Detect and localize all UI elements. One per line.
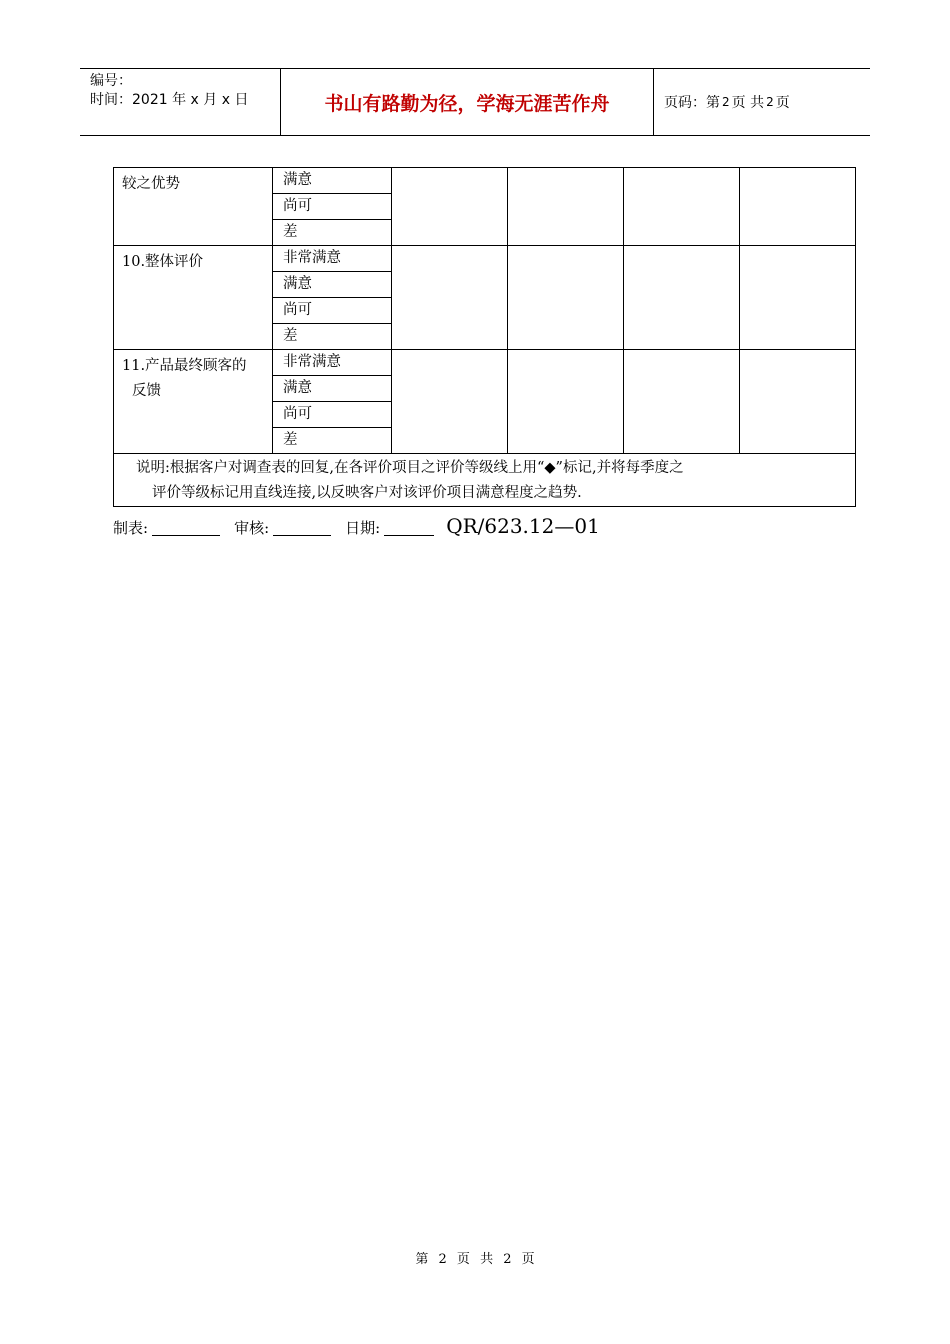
- item-advantage: [114, 168, 273, 246]
- option-cell: 尚可: [273, 194, 392, 220]
- option-cell: 满意: [273, 168, 392, 194]
- quarter-cell: [624, 168, 740, 246]
- document-header: [80, 68, 870, 136]
- page-prefix: 页码：第: [664, 95, 720, 111]
- option-cell: 差: [273, 324, 392, 350]
- quarter-cell: [508, 246, 624, 350]
- page-total-number: 2: [503, 1252, 512, 1267]
- option-cell: 非常满意: [273, 350, 392, 376]
- item-end-customer-feedback: [114, 350, 273, 454]
- quarter-cell: [740, 168, 856, 246]
- option-cell: 差: [273, 220, 392, 246]
- page-current-number: 2: [438, 1252, 447, 1267]
- table-row: [114, 168, 856, 194]
- made-by-label: 制表:: [113, 519, 149, 537]
- review-blank: [273, 519, 331, 536]
- page-ye-2: 页: [521, 1252, 535, 1267]
- item-label-line2: 反馈: [132, 383, 161, 399]
- table-row: [114, 454, 856, 507]
- page-number-footer: [0, 1248, 950, 1267]
- quarter-cell: [740, 246, 856, 350]
- option-cell: 非常满意: [273, 246, 392, 272]
- option-cell: 满意: [273, 376, 392, 402]
- quarter-cell: [392, 168, 508, 246]
- table-row: [114, 246, 856, 272]
- option-cell: 满意: [273, 272, 392, 298]
- item-label: 10.整体评价: [122, 254, 204, 270]
- option-cell: 尚可: [273, 298, 392, 324]
- item-label: 较之优势: [122, 176, 180, 192]
- evaluation-table: [113, 167, 856, 507]
- page-current: 2: [722, 95, 730, 109]
- header-meta: [80, 69, 281, 135]
- quarter-cell: [624, 350, 740, 454]
- review-label: 审核:: [234, 519, 270, 537]
- page-total: 2: [766, 95, 774, 109]
- date-blank: [384, 519, 434, 536]
- page-suffix: 页: [775, 95, 790, 111]
- page-di: 第: [415, 1252, 429, 1267]
- quarter-cell: [508, 350, 624, 454]
- quarter-cell: [392, 350, 508, 454]
- quarter-cell: [740, 350, 856, 454]
- page-gong: 共: [480, 1252, 494, 1267]
- page-ye-1: 页: [456, 1252, 470, 1267]
- table-note: [114, 454, 856, 507]
- header-motto: 书山有路勤为径，学海无涯苦作舟: [281, 69, 654, 135]
- item-label-line1: 11.产品最终顾客的: [122, 358, 247, 374]
- form-code: QR/623.12—01: [446, 514, 600, 538]
- quarter-cell: [392, 246, 508, 350]
- note-line2: 评价等级标记用直线连接,以反映客户对该评价项目满意程度之趋势.: [152, 485, 582, 501]
- page-mid: 页 共: [731, 95, 765, 111]
- item-overall-evaluation: [114, 246, 273, 350]
- table-row: [114, 350, 856, 376]
- header-page-info: [654, 69, 870, 135]
- time-label: 时间：2021 年 x 月 x 日: [90, 92, 249, 108]
- quarter-cell: [508, 168, 624, 246]
- option-cell: 尚可: [273, 402, 392, 428]
- note-line1: 说明:根据客户对调查表的回复,在各评价项目之评价等级线上用“◆”标记,并将每季度之: [136, 460, 684, 476]
- signature-line: [113, 514, 600, 538]
- quarter-cell: [624, 246, 740, 350]
- number-label: 编号：: [90, 73, 132, 89]
- date-label: 日期:: [345, 519, 381, 537]
- option-cell: 差: [273, 428, 392, 454]
- made-by-blank: [152, 519, 220, 536]
